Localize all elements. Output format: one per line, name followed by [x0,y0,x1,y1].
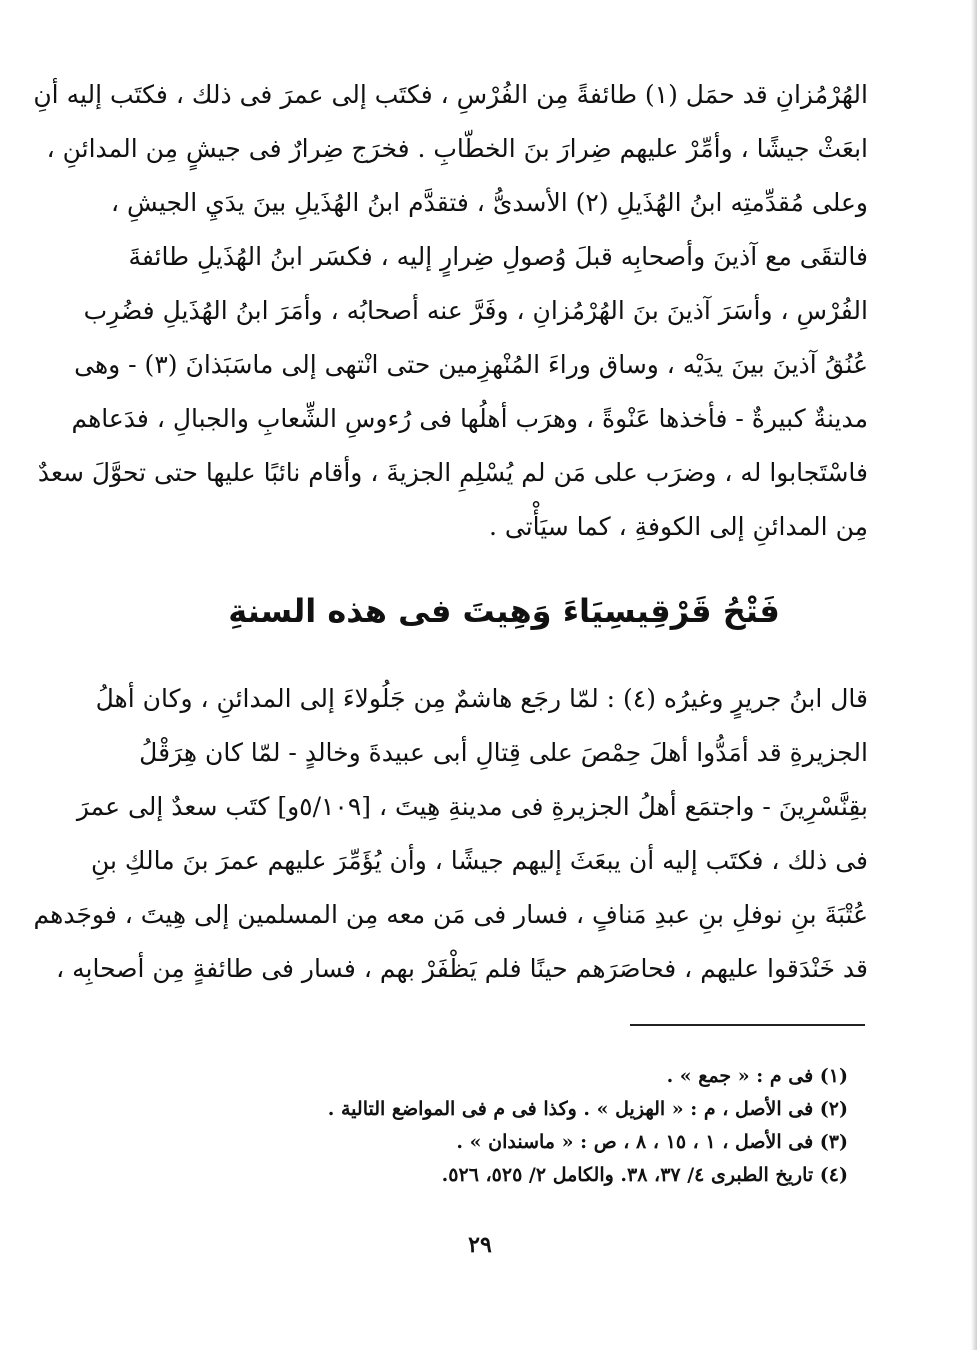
paragraph-2-line: قال ابنُ جريرٍ وغيرُه (٤) : لمّا رجَع هاشمٌ مِن جَلُولاءَ إلى المدائنِ ، وكان أهلُ [95,684,868,713]
paragraph-2-line: الجزيرةِ قد أمَدُّوا أهلَ حِمْصَ على قِتالِ أبى عبيدةَ وخالدٍ - لمّا كان هِرَقْلُ [139,738,868,767]
paragraph-1-line: مدينةٌ كبيرةٌ - فأخذها عَنْوةً ، وهرَب أهلُها فى رُءوسِ الشِّعابِ والجبالِ ، فدَعاهم [71,404,868,433]
footnote-divider [630,1024,865,1026]
paragraph-1-line: مِن المدائنِ إلى الكوفةِ ، كما سيَأْتى . [488,512,868,541]
page-number: ٢٩ [468,1232,492,1258]
footnotes [300,1060,848,1192]
paragraph-1-line: الهُرْمُزانِ قد حمَل (١) طائفةً مِن الفُرْسِ ، فكتَب إلى عمرَ فى ذلك ، فكتَب إليه أنِ [33,80,868,109]
paragraph-1-line: الفُرْسِ ، وأسَرَ آذينَ بنَ الهُرْمُزانِ ، وفَرَّ عنه أصحابُه ، وأمَرَ ابنُ الهُذَيلِ فضُرِب [83,296,868,325]
section-heading: فَتْحُ قَرْقِيسِيَاءَ وَهِيتَ فى هذه السنةِ [228,592,780,630]
footnote: (٣) فى الأصل ، ١ ، ١٥ ، ٨ ، ص : « ماسندان » . [456,1131,848,1153]
page-edge-shadow [971,0,977,1350]
paragraph-1-line: ابعَثْ جيشًا ، وأمِّرْ عليهم ضِرارَ بنَ الخطّابِ . فخرَج ضِرارٌ فى جيشٍ مِن المدائنِ ، [46,134,868,163]
paragraph-2-line: فى ذلك ، فكتَب إليه أن يبعَثَ إليهم جيشًا ، وأن يُؤَمِّرَ عليهم عمرَ بنَ مالكِ بنِ [90,846,868,875]
footnote: (١) فى م : « جمع » . [666,1065,848,1087]
footnote: (٢) فى الأصل ، م : « الهزيل » . وكذا فى م فى المواضع التالية . [327,1098,848,1120]
paragraph-2-line: عُتْبَةَ بنِ نوفلِ بنِ عبدِ مَنافٍ ، فسار فى مَن معه مِن المسلمين إلى هِيتَ ، فوجَدهم [33,900,868,929]
paragraph-1-line: فاسْتَجابوا له ، وضرَب على مَن لم يُسْلِمِ الجزيةَ ، وأقام نائبًا عليها حتى تحوَّلَ سعدٌ [37,458,868,487]
footnote: (٤) تاريخ الطبرى ٤/ ٣٧، ٣٨. والكامل ٢/ ٥٢٥، ٥٢٦. [441,1164,848,1186]
paragraph-1-line: فالتقَى مع آذينَ وأصحابِه قبلَ وُصولِ ضِرارٍ إليه ، فكسَر ابنُ الهُذَيلِ طائفةَ [128,242,868,271]
paragraph-2 [33,672,868,996]
paragraph-1 [33,68,868,554]
paragraph-2-line: بقِنَّسْرِينَ - واجتمَع أهلُ الجزيرةِ فى مدينةِ هِيتَ ، [٥/١٠٩و] كتَب سعدٌ إلى عمرَ [76,792,868,821]
paragraph-2-line: قد خَنْدَقوا عليهم ، فحاصَرَهم حينًا فلم يَظْفَرْ بهم ، فسار فى طائفةٍ مِن أصحابِه ، [56,954,868,983]
paragraph-1-line: وعلى مُقدِّمتِه ابنُ الهُذَيلِ (٢) الأسدىُّ ، فتقدَّم ابنُ الهُذَيلِ بينَ يدَيِ الجيشِ ، [111,188,868,217]
paragraph-1-line: عُنُقُ آذينَ بينَ يدَيْه ، وساق وراءَ المُنْهزِمين حتى انْتهى إلى ماسَبَذانَ (٣) - وهى [74,350,868,379]
